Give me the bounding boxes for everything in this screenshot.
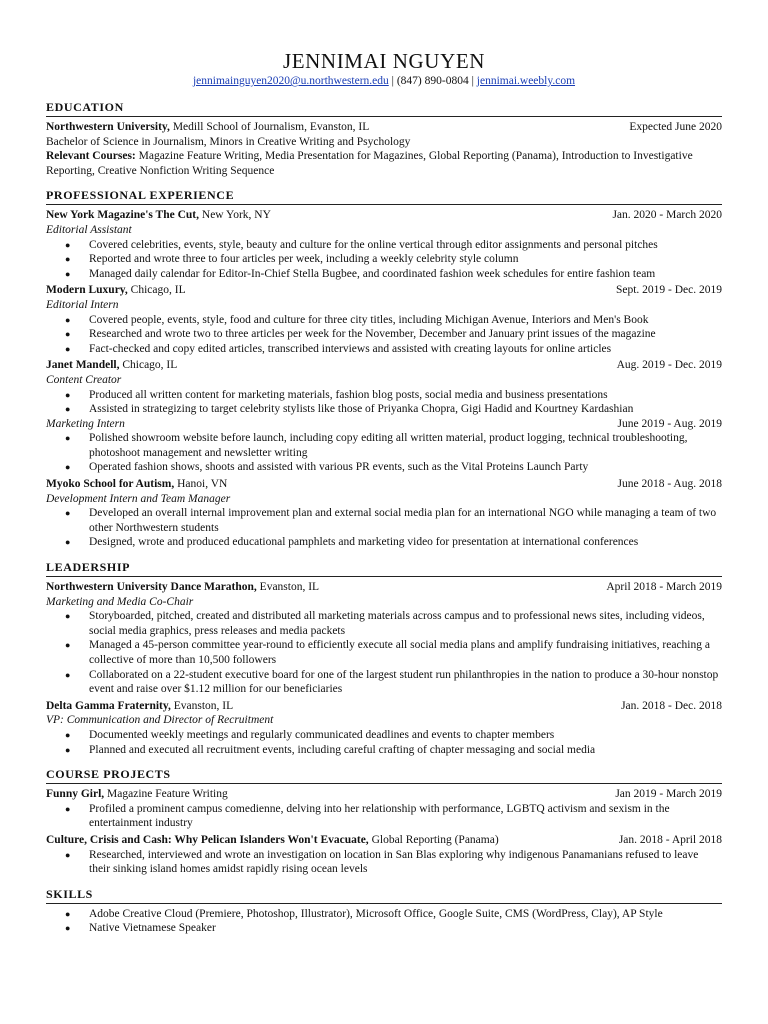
project-entry bbox=[46, 787, 722, 831]
school-name: Northwestern University, bbox=[46, 121, 170, 133]
section-title: PROFESSIONAL EXPERIENCE bbox=[46, 188, 722, 205]
role-title: Marketing Intern bbox=[46, 417, 125, 430]
bullet-list bbox=[65, 313, 722, 357]
section-title: SKILLS bbox=[46, 887, 722, 904]
entry-date: Jan. 2018 - April 2018 bbox=[618, 833, 722, 846]
leadership-entry bbox=[46, 580, 722, 697]
relevant-courses bbox=[46, 149, 722, 178]
bullet-list bbox=[65, 238, 722, 282]
phone-number: (847) 890-0804 bbox=[396, 75, 469, 87]
section-title: EDUCATION bbox=[46, 100, 722, 117]
contact-line bbox=[46, 74, 722, 88]
bullet-list bbox=[65, 907, 722, 936]
bullet-item: ● Storyboarded, pitched, created and distributed all marketing materials across campus and to professional news sites, including videos, social media graphics, press releases and media packets bbox=[65, 609, 722, 638]
bullet-item: ● Adobe Creative Cloud (Premiere, Photoshop, Illustrator), Microsoft Office, Google Suite, CMS (WordPress, Clay), AP Style bbox=[65, 907, 722, 922]
entry-date: June 2019 - Aug. 2019 bbox=[617, 417, 722, 430]
org-name: Northwestern University Dance Marathon, bbox=[46, 581, 257, 594]
school-detail: Medill School of Journalism, Evanston, IL bbox=[169, 121, 370, 133]
experience-entry bbox=[46, 358, 722, 475]
entry-date: Sept. 2019 - Dec. 2019 bbox=[615, 284, 722, 297]
role-title: Development Intern and Team Manager bbox=[46, 492, 231, 505]
degree: Bachelor of Science in Journalism, Minors in Creative Writing and Psychology bbox=[46, 135, 411, 148]
bullet-list bbox=[65, 848, 722, 877]
skills-section bbox=[46, 887, 722, 936]
org-name: Delta Gamma Fraternity, bbox=[46, 699, 171, 712]
bullet-item: ● Managed a 45-person committee year-round to efficiently execute all social media plans and amplify fundraising initiatives, reaching a collective of more than 10,500 followers bbox=[65, 638, 722, 667]
bullet-list bbox=[65, 388, 722, 417]
bullet-item: ● Developed an overall internal improvement plan and external social media plan for an international NGO while managing a team of two other Northwestern students bbox=[65, 506, 722, 535]
education-date: Expected June 2020 bbox=[629, 121, 722, 133]
bullet-item: ● Assisted in strategizing to target celebrity stylists like those of Priyanka Chopra, Gigi Hadid and Kourtney Kardashian bbox=[65, 402, 722, 417]
entry-date: Aug. 2019 - Dec. 2019 bbox=[616, 359, 722, 372]
bullet-list bbox=[65, 431, 722, 475]
entry-date: Jan. 2020 - March 2020 bbox=[612, 209, 722, 222]
section-title: LEADERSHIP bbox=[46, 560, 722, 577]
bullet-list bbox=[65, 506, 722, 550]
courses-label: Relevant Courses: bbox=[46, 150, 136, 163]
bullet-item: ● Operated fashion shows, shoots and assisted with various PR events, such as the Vital Proteins Launch Party bbox=[65, 460, 722, 475]
entry-date: June 2018 - Aug. 2018 bbox=[617, 478, 722, 491]
org-location: Chicago, IL bbox=[119, 359, 178, 372]
experience-entry bbox=[46, 477, 722, 550]
bullet-list bbox=[65, 609, 722, 697]
bullet-item: ● Covered people, events, style, food and culture for three city titles, including Michigan Avenue, Interiors and Men's Book bbox=[65, 313, 722, 328]
bullet-item: ● Collaborated on a 22-student executive board for one of the largest student run philanthropies in the nation to produce a 30-hour nonstop event and raise over $1.12 million for our beneficiaries bbox=[65, 668, 722, 697]
resume-name: JENNIMAI NGUYEN bbox=[282, 49, 486, 73]
bullet-list bbox=[65, 802, 722, 831]
entry-date: Jan 2019 - March 2019 bbox=[615, 788, 722, 801]
role-title: Content Creator bbox=[46, 373, 122, 386]
org-location: Hanoi, VN bbox=[174, 478, 228, 491]
experience-section bbox=[46, 188, 722, 550]
bullet-item: ● Covered celebrities, events, style, beauty and culture for the online vertical through editor assignments and personal pitches bbox=[65, 238, 722, 253]
project-entry bbox=[46, 833, 722, 877]
bullet-item: ● Planned and executed all recruitment events, including careful crafting of chapter messaging and social media bbox=[65, 743, 722, 758]
section-title: COURSE PROJECTS bbox=[46, 767, 722, 784]
contact-separator: | bbox=[388, 75, 397, 87]
org-name: Modern Luxury, bbox=[46, 284, 128, 297]
email-link[interactable]: jennimainguyen2020@u.northwestern.edu bbox=[192, 75, 389, 87]
contact-separator: | bbox=[468, 75, 477, 87]
entry-date: April 2018 - March 2019 bbox=[606, 581, 722, 594]
project-course: Magazine Feature Writing bbox=[104, 788, 228, 801]
org-location: New York, NY bbox=[199, 209, 271, 222]
projects-section bbox=[46, 767, 722, 877]
website-link[interactable]: jennimai.weebly.com bbox=[476, 75, 576, 87]
role-title: Editorial Assistant bbox=[46, 223, 132, 236]
bullet-item: ● Native Vietnamese Speaker bbox=[65, 921, 722, 936]
bullet-item: ● Reported and wrote three to four articles per week, including a weekly celebrity style column bbox=[65, 252, 722, 267]
bullet-item: ● Profiled a prominent campus comedienne, delving into her relationship with performance, LGBTQ activism and sexism in the entertainment industry bbox=[65, 802, 722, 831]
experience-entry bbox=[46, 283, 722, 356]
leadership-section bbox=[46, 560, 722, 757]
bullet-item: ● Polished showroom website before launch, including copy editing all written material, product logging, technical troubleshooting, photoshoot management and newsletter writing bbox=[65, 431, 722, 460]
role-title: Marketing and Media Co-Chair bbox=[46, 595, 194, 608]
role-title: Editorial Intern bbox=[46, 298, 119, 311]
courses-list: Magazine Feature Writing, Media Presentation for Magazines, Global Reporting (Panama), Introduction to Investigative Reporting, Creative Nonfiction Writing Sequence bbox=[46, 150, 693, 177]
bullet-item: ● Documented weekly meetings and regularly communicated deadlines and events to chapter members bbox=[65, 728, 722, 743]
bullet-list bbox=[65, 728, 722, 757]
experience-entry bbox=[46, 208, 722, 281]
education-row bbox=[46, 120, 722, 135]
project-course: Global Reporting (Panama) bbox=[368, 833, 499, 846]
leadership-entry bbox=[46, 699, 722, 757]
org-location: Chicago, IL bbox=[127, 284, 186, 297]
org-location: Evanston, IL bbox=[170, 699, 234, 712]
org-name: New York Magazine's The Cut, bbox=[46, 209, 200, 222]
org-location: Evanston, IL bbox=[256, 581, 320, 594]
role-title: VP: Communication and Director of Recruitment bbox=[46, 714, 274, 727]
org-name: Janet Mandell, bbox=[46, 359, 120, 372]
org-name: Myoko School for Autism, bbox=[46, 478, 175, 491]
project-name: Funny Girl, bbox=[46, 788, 105, 801]
bullet-item: ● Designed, wrote and produced educational pamphlets and marketing video for presentation at international conferences bbox=[65, 535, 722, 550]
entry-date: Jan. 2018 - Dec. 2018 bbox=[621, 699, 722, 712]
bullet-item: ● Researched, interviewed and wrote an investigation on location in San Blas exploring why indigenous Panamanians refused to leave their sinking island homes amidst rapidly rising ocean levels bbox=[65, 848, 722, 877]
bullet-item: ● Researched and wrote two to three articles per week for the November, December and January print issues of the magazine bbox=[65, 327, 722, 342]
project-name: Culture, Crisis and Cash: Why Pelican Islanders Won't Evacuate, bbox=[46, 833, 369, 846]
bullet-item: ● Managed daily calendar for Editor-In-Chief Stella Bugbee, and coordinated fashion week schedules for entire fashion team bbox=[65, 267, 722, 282]
education-section bbox=[46, 100, 722, 178]
bullet-item: ● Produced all written content for marketing materials, fashion blog posts, social media and business presentations bbox=[65, 388, 722, 403]
bullet-item: ● Fact-checked and copy edited articles, transcribed interviews and assisted with creating layouts for online articles bbox=[65, 342, 722, 357]
